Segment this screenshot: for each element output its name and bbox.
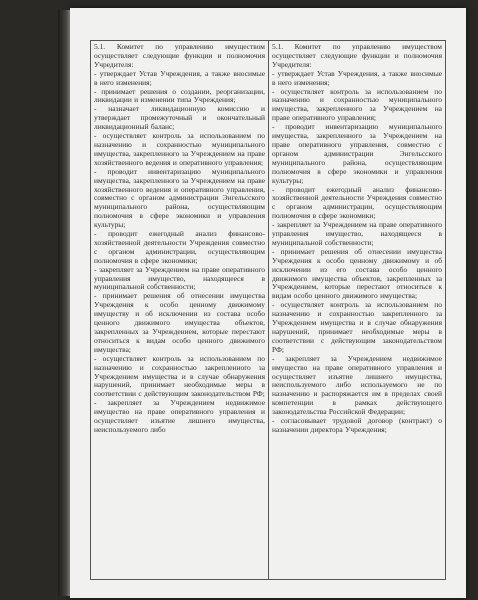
comparison-table — [90, 40, 446, 580]
paragraph: - принимает решения об отнесении имущества Учреждения к особо ценному движимому имуществу и об исключении из состава особо ценного движимого имущества объектов, закрепленных за Учреждением, которые перестают относиться к видам особо ценного движимого имущества; — [94, 291, 265, 354]
paragraph: - закрепляет за Учреждением на праве оперативного управления имущество, находящееся в муниципальной собственности; — [272, 220, 442, 247]
paragraph: - принимает решения об отнесении имущества Учреждения к особо ценному движимому и об исключении из его состава особо ценного движимого имущества объектов, закрепленных за Учреждением, которые перестают относиться к видам особо ценного движимого имущества; — [272, 246, 442, 301]
paragraph: 5.1. Комитет по управлению имуществом осуществляет следующие функции и полномочия Учредителя: — [94, 42, 265, 69]
paragraph: - назначает ликвидационную комиссию и утверждает промежуточный и окончательный ликвидационный баланс; — [94, 104, 265, 132]
paragraph: - утверждает Устав Учреждения, а также вносимые в него изменения; — [272, 68, 442, 87]
paragraph: - закрепляет за Учреждением недвижимое имущество на праве оперативного управления и осуществляет изъятие лишнего имущества, неиспользуемого либо — [94, 398, 265, 434]
table-column-left — [91, 41, 268, 579]
table-column-right — [268, 41, 445, 579]
paragraph: 5.1. Комитет по управлению имуществом осуществляет следующие функции и полномочия Учредителя: — [272, 42, 442, 69]
paragraph: - осуществляет контроль за использованием по назначению и сохранностью муниципального имущества, закрепленного за Учреждением на праве хозяйственного ведения и оперативного управления; — [94, 131, 265, 167]
paragraph: - принимает решения о создании, реорганизации, ликвидации и изменении типа Учреждения; — [94, 86, 265, 105]
paragraph: - согласовывает трудовой договор (контракт) о назначении директора Учреждения; — [272, 416, 442, 434]
paragraph: - проводит инвентаризацию муниципального имущества, закрепленного за Учреждением на праве оперативного управления, совместно с органом администрации Энгельсского муниципального района, осуществляющим полномочия в сфере экономики и управления культуры; — [272, 122, 442, 185]
paragraph: - утверждает Устав Учреждения, а также вносимые в него изменения; — [94, 68, 265, 87]
paragraph: - проводит инвентаризацию муниципального имущества, закрепленного за Учреждением на праве хозяйственного ведения и оперативного управления, совместно с органом администрации Энгельсского муниципального района, осуществляющим полномочия в сфере экономики и управления культуры; — [94, 166, 265, 230]
paragraph: - проводит ежегодный анализ финансово-хозяйственной деятельности Учреждения совместно с органом администрации, осуществляющим полномочия в сфере экономики; — [94, 229, 265, 265]
paragraph: - осуществляет контроль за использованием по назначению и сохранностью закрепленного за Учреждением имущества и в случае обнаружения нарушений, принимает необходимые меры в соответствии с действующим законодательством РФ; — [94, 353, 265, 399]
paragraph: - закрепляет за Учреждением недвижимое имущество на праве оперативного управления и осуществляет изъятие лишнего имущества, неиспользуемого либо используемого не по назначению и распоряжается им в пределах своей компетенции в рамках действующего законодательства Российской Федерации; — [272, 353, 442, 417]
paragraph: - осуществляет контроль за использованием по назначению и сохранностью муниципального имущества, закрепленного за Учреждением на праве оперативного управления; — [272, 86, 442, 123]
paragraph: - проводит ежегодный анализ финансово-хозяйственной деятельности Учреждения совместно с органом администрации, осуществляющим полномочия в сфере экономики; — [272, 184, 442, 221]
paragraph: - закрепляет за Учреждением на праве оперативного управления имущество, находящееся в муниципальной собственности; — [94, 264, 265, 292]
paragraph: - осуществляет контроль за использованием по назначению и сохранностью закрепленного за Учреждением имущества и в случае обнаружения нарушений, принимает необходимые меры в соответствии с действующим законодательством РФ; — [272, 300, 442, 354]
